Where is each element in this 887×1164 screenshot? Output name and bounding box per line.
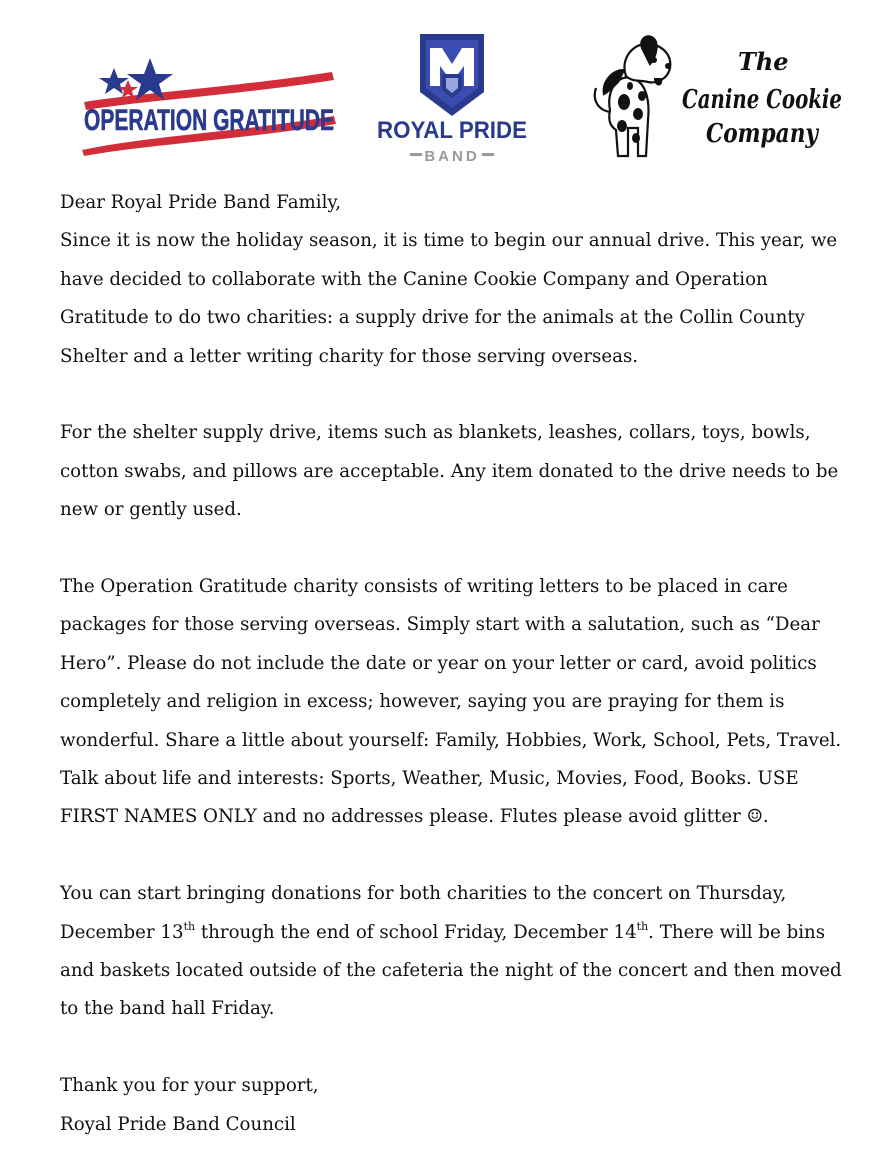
salutation: Dear Royal Pride Band Family,: [60, 192, 342, 213]
letter-body: [60, 184, 850, 1144]
canine-the-text: The: [738, 47, 789, 76]
text-line-dates: [60, 914, 850, 952]
text-line: cotton swabs, and pillows are acceptable. Any item donated to the drive needs to be: [60, 460, 839, 482]
text-line: You can start bringing donations for both charities to the concert on Thursday,: [60, 883, 787, 905]
text-line: FIRST NAMES ONLY and no addresses please. Flutes please avoid glitter ☺.: [60, 806, 769, 828]
paragraph-intro: [60, 184, 850, 376]
paragraph-dates: [60, 875, 850, 1029]
text-fragment: . There will be bins: [648, 921, 826, 943]
royal-pride-band-logo: [372, 30, 532, 166]
text-line: The Operation Gratitude charity consists of writing letters to be placed in care: [60, 576, 788, 598]
text-line: Gratitude to do two charities: a supply drive for the animals at the Collin County: [60, 307, 805, 329]
ordinal-suffix: th: [636, 919, 649, 933]
text-line: and baskets located outside of the cafeteria the night of the concert and then moved: [60, 960, 842, 982]
closing-line: Thank you for your support,: [60, 1075, 319, 1097]
text-line: packages for those serving overseas. Simply start with a salutation, such as “Dear: [60, 614, 820, 636]
text-line: Shelter and a letter writing charity for those serving overseas.: [60, 345, 639, 367]
text-line: wonderful. Share a little about yourself: Family, Hobbies, Work, School, Pets, Travel.: [60, 729, 842, 751]
operation-gratitude-wordmark: OPERATION GRATITUDE: [84, 104, 334, 137]
logo-header: [0, 0, 887, 180]
text-line: Hero”. Please do not include the date or year on your letter or card, avoid politics: [60, 652, 817, 674]
text-line: Talk about life and interests: Sports, Weather, Music, Movies, Food, Books. USE: [60, 768, 799, 790]
paragraph-operation-gratitude: [60, 568, 850, 837]
text-line: new or gently used.: [60, 499, 242, 521]
text-fragment: December 13: [60, 921, 184, 943]
text-fragment: through the end of school Friday, December 14: [195, 921, 637, 943]
signature: Royal Pride Band Council: [60, 1113, 296, 1135]
band-wordmark: BAND: [424, 148, 480, 165]
operation-gratitude-logo: [78, 52, 340, 154]
paragraph-shelter-drive: [60, 414, 850, 529]
closing-block: [60, 1067, 850, 1144]
text-line: have decided to collaborate with the Canine Cookie Company and Operation: [60, 268, 768, 290]
text-line: completely and religion in excess; however, saying you are praying for them is: [60, 691, 785, 713]
royal-pride-wordmark: ROYAL PRIDE: [377, 117, 527, 144]
canine-cookie-text: Canine Cookie: [682, 85, 842, 115]
canine-cookie-company-logo: [588, 30, 850, 166]
text-line: to the band hall Friday.: [60, 998, 275, 1020]
ordinal-suffix: th: [183, 919, 196, 933]
text-line: Since it is now the holiday season, it is time to begin our annual drive. This year, we: [60, 230, 838, 252]
canine-company-text: Company: [706, 119, 820, 149]
text-line: For the shelter supply drive, items such as blankets, leashes, collars, toys, bowls,: [60, 422, 811, 444]
